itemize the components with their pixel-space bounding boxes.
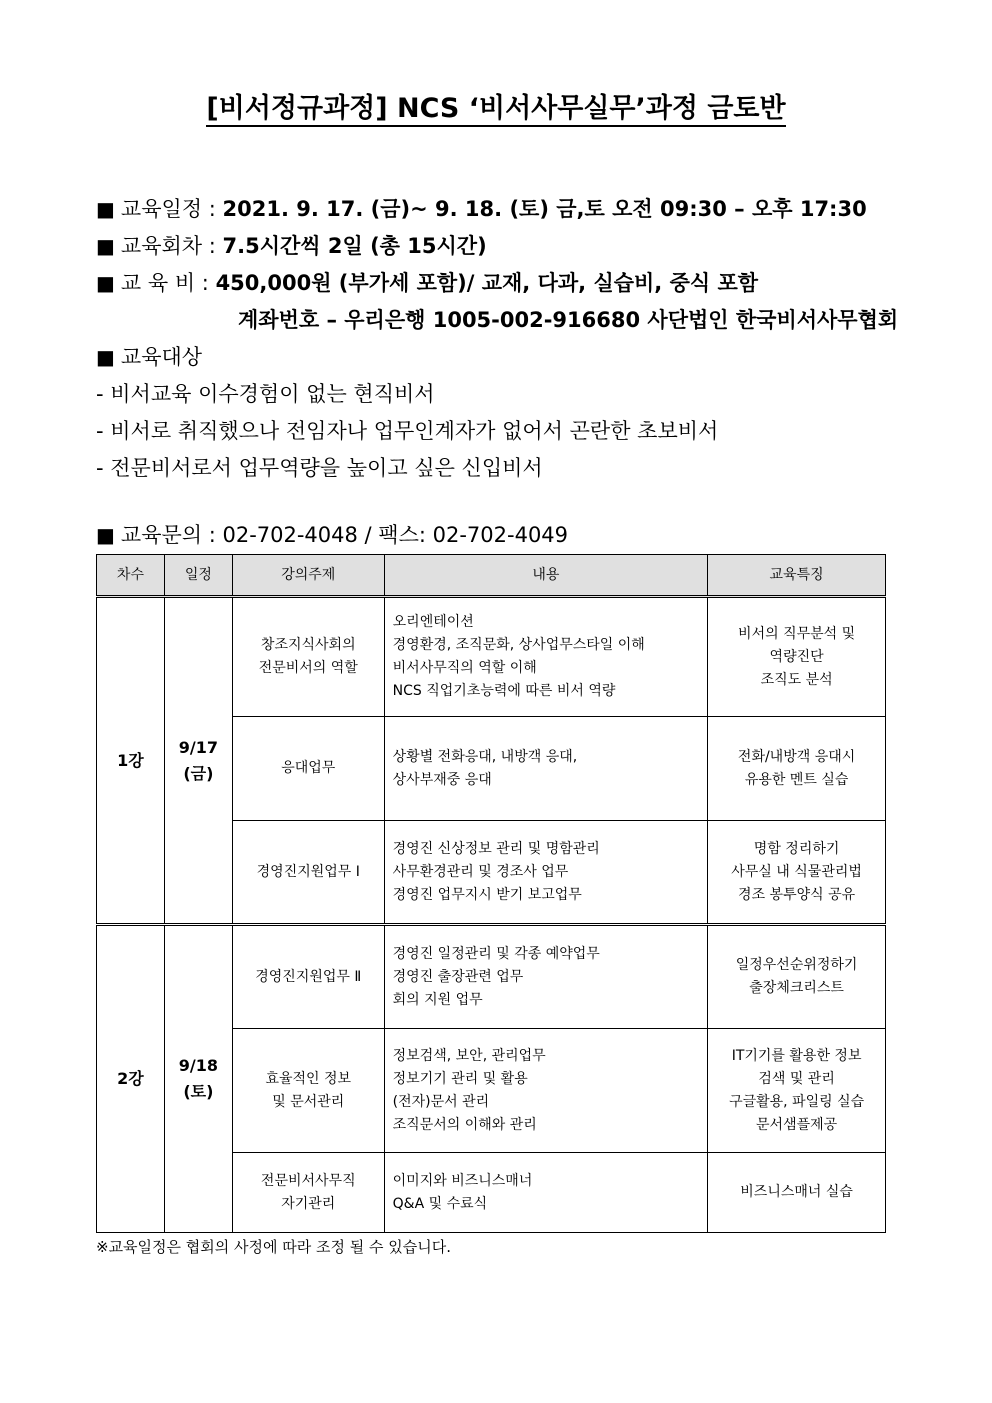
content-line: 경영진 출장관련 업무 <box>392 968 524 985</box>
page-title: [비서정규과정] NCS ‘비서사무실무’과정 금토반 <box>0 86 992 125</box>
content-cell <box>384 597 708 717</box>
feature-line: 경조 봉투양식 공유 <box>738 886 856 903</box>
topic-cell <box>232 925 384 1029</box>
schedule-table <box>96 554 886 1233</box>
content-line: 사무환경관리 및 경조사 업무 <box>392 863 569 880</box>
content-line: 상사부재중 응대 <box>392 771 492 788</box>
square-bullet-icon: ■ <box>96 523 115 547</box>
feature-line: 비서의 직무분석 및 <box>738 625 856 642</box>
topic-line: 창조지식사회의 <box>260 637 356 653</box>
feature-cell <box>708 717 886 821</box>
feature-line: 검색 및 관리 <box>758 1070 835 1087</box>
feature-line: 출장체크리스트 <box>749 980 844 996</box>
sessions-line <box>96 230 487 260</box>
round-cell: 2강 <box>97 925 165 1233</box>
topic-line: 전문비서의 역할 <box>258 660 358 676</box>
content-line: 이미지와 비즈니스매너 <box>392 1172 533 1189</box>
fee-label: 교 육 비 : <box>120 271 209 295</box>
content-cell <box>384 821 708 925</box>
square-bullet-icon: ■ <box>96 345 115 369</box>
feature-line: 구글활용, 파일링 실습 <box>729 1093 865 1110</box>
content-line: 비서사무직의 역할 이해 <box>392 660 537 676</box>
content-line: 회의 지원 업무 <box>392 991 483 1008</box>
content-cell <box>384 1153 708 1233</box>
contact-text: 교육문의 : 02-702-4048 / 팩스: 02-702-4049 <box>120 523 569 547</box>
round-cell: 1강 <box>97 597 165 925</box>
topic-line: 전문비서사무직 <box>260 1172 356 1189</box>
content-line: 상황별 전화응대, 내방객 응대, <box>392 748 578 765</box>
date-cell <box>164 925 232 1233</box>
footnote: ※교육일정은 협회의 사정에 따라 조정 될 수 있습니다. <box>96 1238 452 1256</box>
content-line: 조직문서의 이해와 관리 <box>392 1116 537 1133</box>
feature-line: 유용한 멘트 실습 <box>744 771 849 788</box>
table-row <box>97 925 886 1029</box>
content-line: (전자)문서 관리 <box>392 1093 490 1110</box>
content-line: 경영진 업무지시 받기 보고업무 <box>392 886 582 903</box>
topic-line: 경영진지원업무 Ⅱ <box>255 968 362 985</box>
topic-line: 효율적인 정보 <box>265 1070 352 1087</box>
content-line: 정보검색, 보안, 관리업무 <box>392 1047 546 1064</box>
account-line <box>238 304 898 334</box>
content-line: 경영진 신상정보 관리 및 명함관리 <box>392 840 600 857</box>
topic-cell <box>232 717 384 821</box>
target-item: - 비서로 취직했으나 전임자나 업무인계자가 없어서 곤란한 초보비서 <box>96 419 719 443</box>
content-line: 경영진 일정관리 및 각종 예약업무 <box>392 945 600 962</box>
feature-line: 문서샘플제공 <box>756 1116 838 1133</box>
feature-line: IT기기를 활용한 정보 <box>731 1047 862 1064</box>
content-cell <box>384 717 708 821</box>
feature-line: 조직도 분석 <box>760 671 833 688</box>
topic-cell <box>232 821 384 925</box>
fee-value: 450,000원 (부가세 포함)/ 교재, 다과, 실습비, 중식 포함 <box>215 271 759 295</box>
content-line: NCS 직업기초능력에 따른 비서 역량 <box>392 683 616 699</box>
topic-cell <box>232 597 384 717</box>
content-line: 오리엔테이션 <box>392 614 474 630</box>
feature-line: 사무실 내 식물관리법 <box>731 863 862 880</box>
table-row <box>97 597 886 717</box>
content-line: 경영환경, 조직문화, 상사업무스타일 이해 <box>392 637 645 653</box>
content-cell <box>384 925 708 1029</box>
feature-cell <box>708 1153 886 1233</box>
date-text: 9/17 <box>178 737 219 757</box>
schedule-line <box>96 193 867 223</box>
date-cell <box>164 597 232 925</box>
header-round: 차수 <box>97 555 165 597</box>
target-heading: ■ 교육대상 <box>96 345 203 369</box>
fee-line <box>96 267 758 297</box>
date-text: (토) <box>183 1082 214 1101</box>
target-item: - 전문비서로서 업무역량을 높이고 싶은 신입비서 <box>96 456 543 480</box>
feature-cell <box>708 821 886 925</box>
feature-line: 비즈니스매너 실습 <box>740 1184 853 1200</box>
square-bullet-icon: ■ <box>96 234 115 258</box>
header-feature: 교육특징 <box>708 555 886 597</box>
feature-cell <box>708 1029 886 1153</box>
topic-line: 경영진지원업무 Ⅰ <box>256 863 360 880</box>
topic-cell <box>232 1029 384 1153</box>
feature-line: 명함 정리하기 <box>753 840 840 857</box>
feature-line: 일정우선순위정하기 <box>735 957 858 973</box>
schedule-label: 교육일정 : <box>120 197 216 221</box>
table-header-row <box>97 555 886 597</box>
topic-line: 응대업무 <box>281 760 336 776</box>
feature-line: 역량진단 <box>769 648 824 665</box>
header-content: 내용 <box>384 555 708 597</box>
content-line: Q&A 및 수료식 <box>392 1195 488 1212</box>
sessions-value: 7.5시간씩 2일 (총 15시간) <box>222 234 487 258</box>
date-text: (금) <box>183 763 214 783</box>
header-topic: 강의주제 <box>232 555 384 597</box>
square-bullet-icon: ■ <box>96 271 115 295</box>
feature-cell <box>708 597 886 717</box>
account-value: 계좌번호 – 우리은행 1005-002-916680 사단법인 한국비서사무협회 <box>238 308 899 332</box>
feature-line: 전화/내방객 응대시 <box>737 748 856 765</box>
topic-line: 및 문서관리 <box>272 1093 345 1110</box>
feature-cell <box>708 925 886 1029</box>
target-item: - 비서교육 이수경험이 없는 현직비서 <box>96 382 435 406</box>
date-text: 9/18 <box>178 1056 219 1075</box>
topic-line: 자기관리 <box>281 1195 336 1212</box>
content-line: 정보기기 관리 및 활용 <box>392 1070 528 1087</box>
schedule-value: 2021. 9. 17. (금)~ 9. 18. (토) 금,토 오전 09:30 – 오후 17:30 <box>222 197 867 221</box>
content-cell <box>384 1029 708 1153</box>
contact-line <box>96 519 568 549</box>
sessions-label: 교육회차 : <box>120 234 216 258</box>
topic-cell <box>232 1153 384 1233</box>
header-date: 일정 <box>164 555 232 597</box>
square-bullet-icon: ■ <box>96 197 115 221</box>
